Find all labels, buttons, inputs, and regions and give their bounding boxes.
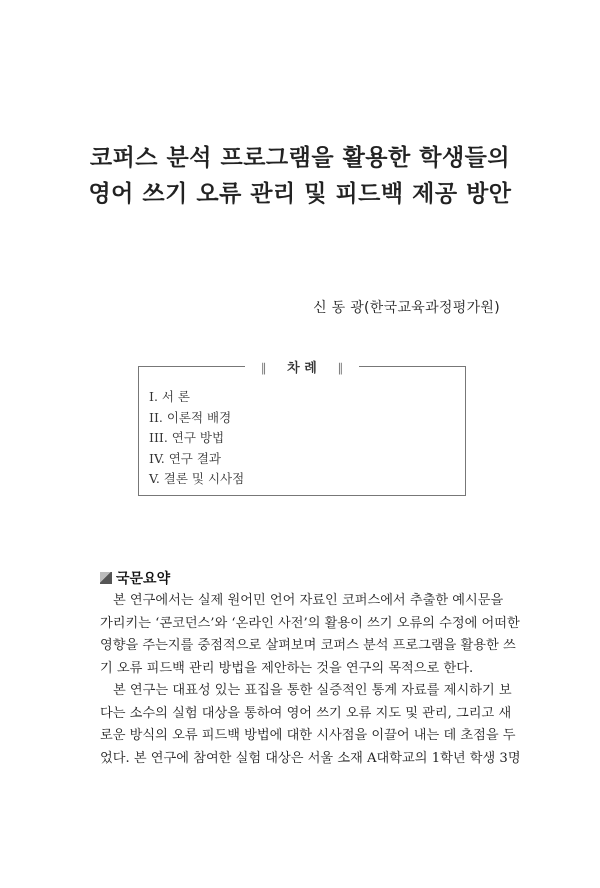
abstract-body [100, 590, 521, 770]
toc-item-introduction: I. 서 론 [149, 389, 191, 404]
abstract-line: 가리키는 ‘콘코던스’와 ‘온라인 사전’의 활용이 쓰기 오류의 수정에 어떠한 [100, 615, 520, 631]
author-affiliation: 신 동 광(한국교육과정평가원) [313, 300, 500, 316]
section-marker-icon [100, 572, 112, 584]
table-of-contents [138, 361, 466, 496]
title-line-2: 영어 쓰기 오류 관리 및 피드백 제공 방안 [88, 181, 512, 207]
abstract-line: 본 연구는 대표성 있는 표집을 통한 실증적인 통계 자료를 제시하기 보 [113, 683, 512, 698]
toc-header [139, 357, 465, 376]
abstract-line: 었다. 본 연구에 참여한 실험 대상은 서울 소재 A대학교의 1학년 학생 3명 [100, 750, 521, 766]
toc-item-conclusion: V. 결론 및 시사점 [149, 471, 245, 486]
toc-bar-right-icon: ∥ [329, 361, 351, 375]
toc-title: 차 례 [279, 361, 325, 376]
abstract-line: 본 연구에서는 실제 원어민 언어 자료인 코퍼스에서 추출한 예시문을 [113, 593, 504, 608]
abstract-line: 기 오류 피드백 관리 방법을 제안하는 것을 연구의 목적으로 한다. [100, 660, 474, 676]
paper-title [0, 140, 600, 212]
toc-item-results: IV. 연구 결과 [149, 450, 222, 466]
abstract-line: 다는 소수의 실험 대상을 통하여 영어 쓰기 오류 지도 및 관리, 그리고 새 [100, 705, 512, 721]
title-line-1: 코퍼스 분석 프로그램을 활용한 학생들의 [89, 145, 511, 171]
toc-bar-left-icon: ∥ [253, 361, 275, 375]
abstract-heading [100, 568, 170, 588]
toc-list [149, 387, 244, 490]
abstract-line: 영향을 주는지를 중점적으로 살펴보며 코퍼스 분석 프로그램을 활용한 쓰 [100, 638, 516, 653]
abstract-line: 로운 방식의 오류 피드백 방법에 대한 시사점을 이끌어 내는 데 초점을 두 [100, 728, 516, 743]
abstract-heading-text: 국문요약 [116, 571, 171, 587]
toc-item-background: II. 이론적 배경 [149, 409, 232, 425]
toc-item-method: III. 연구 방법 [149, 430, 225, 445]
